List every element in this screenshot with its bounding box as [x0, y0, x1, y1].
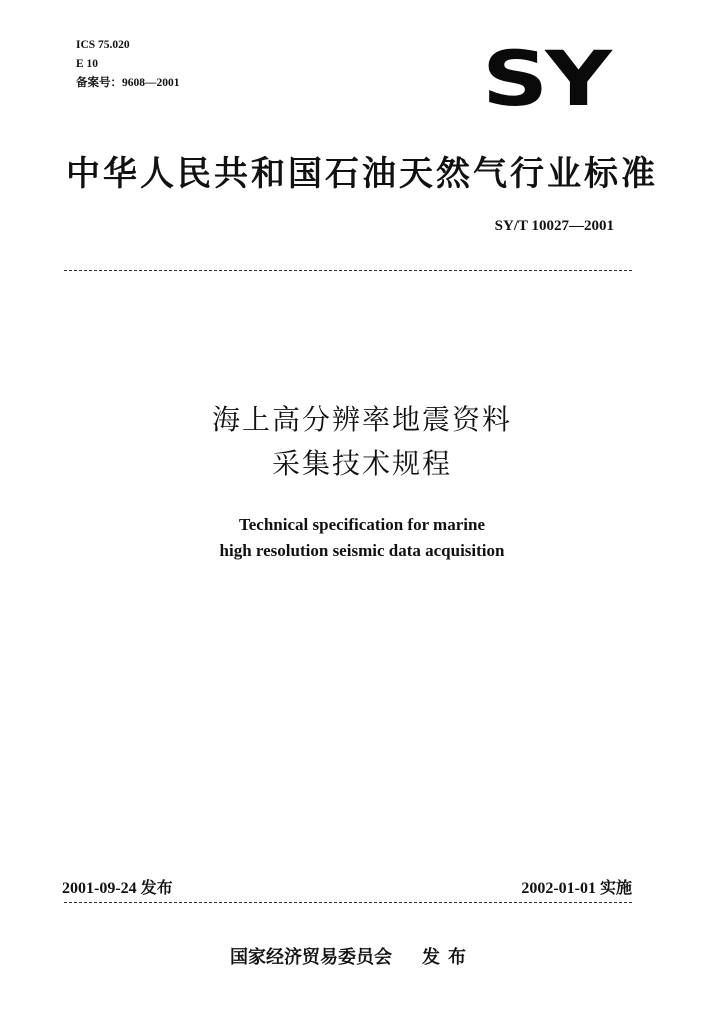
- issuer-line: [230, 943, 474, 969]
- record-number: 备案号：9608—2001: [76, 77, 180, 89]
- english-title: [0, 512, 724, 564]
- chinese-title-line-1: 海上高分辨率地震资料: [211, 403, 512, 436]
- top-divider: [64, 270, 632, 271]
- english-title-line-2: high resolution seismic data acquisition: [219, 541, 505, 560]
- classification-block: [76, 36, 180, 93]
- bottom-divider: [64, 902, 632, 903]
- issue-date: 2001-09-24 发布: [62, 880, 173, 897]
- issue-action: 发布: [422, 947, 474, 968]
- standard-code: SY/T 10027—2001: [494, 218, 614, 234]
- industry-standard-heading: 中华人民共和国石油天然气行业标准: [66, 154, 658, 194]
- ccs-code: E 10: [76, 58, 99, 70]
- issuing-organization: 国家经济贸易委员会: [230, 947, 392, 968]
- implementation-date: 2002-01-01 实施: [521, 880, 632, 897]
- ics-code: ICS 75.020: [76, 39, 130, 51]
- english-title-line-1: Technical specification for marine: [238, 515, 485, 534]
- sy-logo: SY: [482, 35, 609, 124]
- chinese-title: [0, 398, 724, 486]
- chinese-title-line-2: 采集技术规程: [271, 447, 452, 480]
